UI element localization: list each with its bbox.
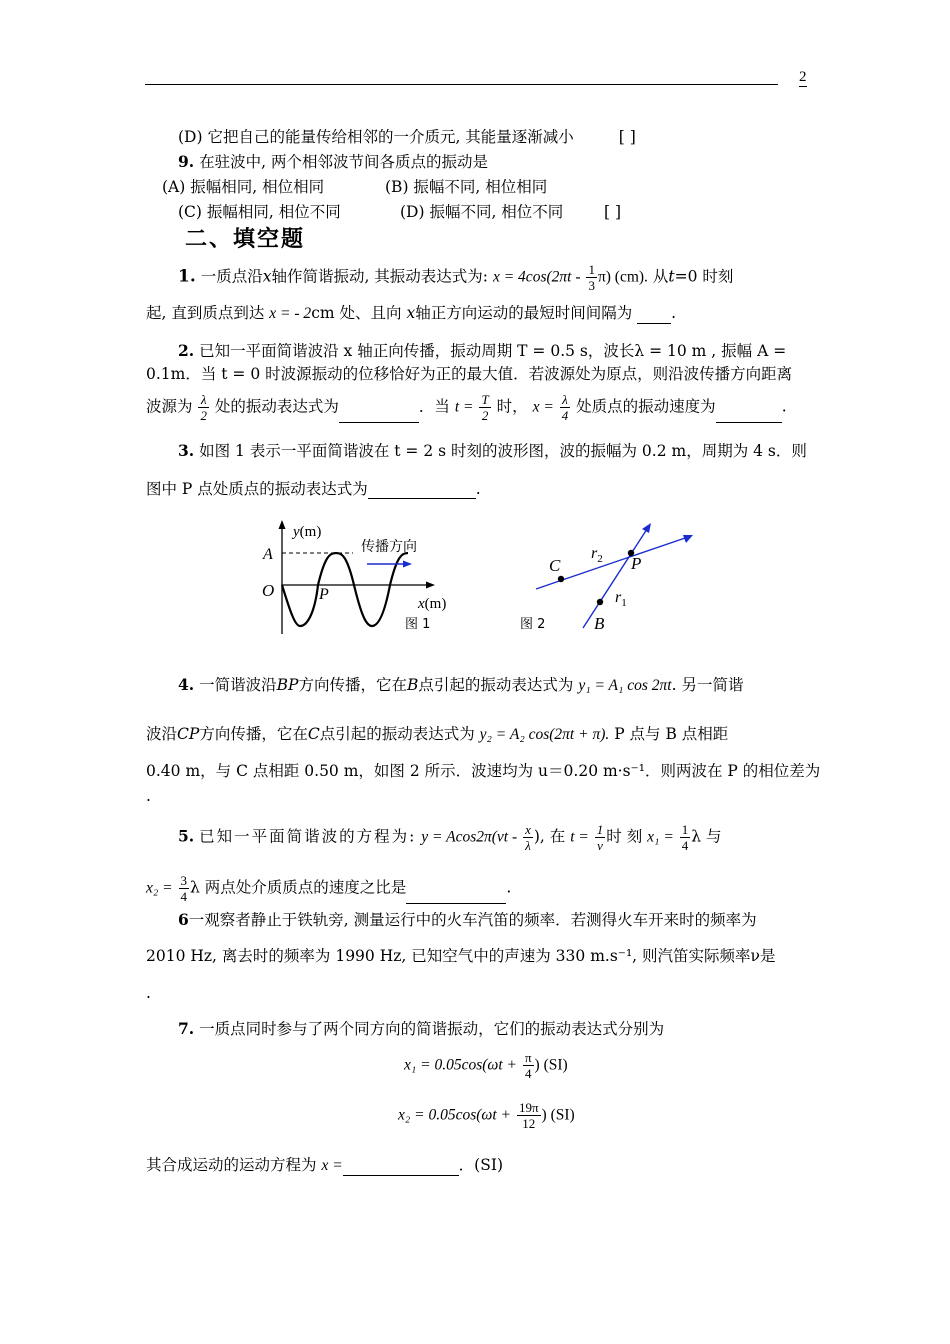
f4-text-b: 方向传播，它在 <box>298 676 407 694</box>
f4-text-a: 一简谐波沿 <box>199 676 277 694</box>
f1-position: x = - 2 <box>269 305 312 322</box>
q9-option-d: (D) 振幅不同, 相位不同 <box>400 203 564 221</box>
q9-option-b: (B) 振幅不同, 相位相同 <box>385 178 548 196</box>
f5-frac1-den: λ <box>525 838 531 853</box>
q9-stem <box>178 152 488 172</box>
f1-end: . <box>671 304 677 322</box>
f1-text-d: =0 时刻 <box>674 267 734 286</box>
f5-text-a: 已知一平面简谐波的方程为: <box>199 827 417 846</box>
f1-var-x: x <box>262 267 272 286</box>
f7-x2-frac <box>517 1100 541 1131</box>
f4-text-f: 方向传播，它在 <box>199 725 308 743</box>
f4-expr2: y₂ = A₂ cos(2πt + π). <box>479 726 610 743</box>
fig2-arrow-BP <box>642 523 651 533</box>
f6-number: 6 <box>178 910 189 929</box>
f5-frac3-num: 1 <box>681 822 689 837</box>
fig2-r1-sub: 1 <box>621 597 627 609</box>
f7-text-1: 一质点同时参与了两个同方向的简谐振动，它们的振动表达式分别为 <box>199 1020 665 1038</box>
fig2-caption: 图 2 <box>520 617 546 632</box>
fig1-label-O: O <box>262 581 275 600</box>
f1-line1 <box>178 262 733 293</box>
f3-number: 3. <box>178 441 195 460</box>
f4-line2 <box>146 724 728 745</box>
f7-x1-frac-den: 4 <box>524 1066 532 1081</box>
fig1-direction-label: 传播方向 <box>361 539 417 555</box>
f6-line1 <box>178 910 757 930</box>
fig1-x-label: x(m) <box>418 596 447 612</box>
f2-frac1-den: 2 <box>200 408 207 423</box>
f1-expr-left: x = 4cos(2πt - <box>492 268 581 286</box>
q9-stem-text: 在驻波中, 两个相邻波节间各质点的振动是 <box>199 153 488 171</box>
f5-end: . <box>506 878 512 897</box>
fig1-caption: 图 1 <box>405 617 431 632</box>
f1-text-b: 轴作简谐振动, 其振动表达式为: <box>271 267 489 286</box>
f4-BP: BP <box>276 676 299 694</box>
f7-x1-frac <box>523 1050 534 1081</box>
f7-eq-x2 <box>398 1100 575 1131</box>
f6-end: . <box>146 984 151 1002</box>
f7-final-line <box>146 1155 503 1176</box>
f5-text-e: λ 两点处介质质点的速度之比是 <box>190 878 407 897</box>
f2-end: . <box>781 397 787 416</box>
f1-text-e: 起, 直到质点到达 <box>146 304 265 322</box>
f2-frac2-den: 2 <box>481 408 489 423</box>
f1-frac-num: 1 <box>588 262 595 277</box>
f2-number: 2. <box>178 341 195 360</box>
f2-frac-T-half <box>479 392 490 423</box>
fig2-line-BP <box>583 526 649 628</box>
f5-line1 <box>178 822 721 853</box>
f5-x1: x₁ = <box>647 828 674 846</box>
f2-line2: 0.1m．当 t = 0 时波源振动的位移恰好为正的最大值．若波源处为原点，则沿波传播方向距离 <box>146 365 793 383</box>
f3-line2 <box>146 479 481 499</box>
f7-text-end-b: ．(SI) <box>458 1156 504 1174</box>
f5-answer-blank[interactable] <box>406 886 506 904</box>
fig2-point-C <box>558 576 564 582</box>
fig1-label-P: P <box>319 586 329 603</box>
fig1-direction-arrow-head <box>403 561 412 568</box>
fig2-arrow-CP <box>683 535 693 543</box>
fig2-r1-letter: r <box>615 589 622 606</box>
f5-text-c: 时 刻 <box>606 827 643 846</box>
f2-line1 <box>178 341 786 361</box>
page-number: 2 <box>799 69 807 85</box>
f3-line1 <box>178 441 807 461</box>
q9-option-a: (A) 振幅相同, 相位相同 <box>162 178 325 196</box>
f4-text-h: P 点与 B 点相距 <box>614 725 729 743</box>
fig1-y-label: y(m) <box>293 524 322 540</box>
f5-number: 5. <box>178 826 195 846</box>
f3-text-2: 图中 P 点处质点的振动表达式为 <box>146 480 368 498</box>
fig2-r2-sub: 2 <box>597 553 603 565</box>
f2-t-eq: t = <box>454 398 474 416</box>
f7-x1-right: ) (SI) <box>534 1056 568 1074</box>
f2-text-d: 时， <box>496 397 528 416</box>
fig2-r2-letter: r <box>591 545 598 562</box>
f5-expr: y = Acos2π(νt - <box>421 828 518 846</box>
f4-end: . <box>146 787 151 805</box>
f7-x1-left: x₁ = 0.05cos(ωt + <box>404 1056 518 1074</box>
f5-frac-1-4 <box>680 822 691 853</box>
fig1-x-arrow <box>426 582 435 589</box>
f4-text-g: 点引起的振动表达式为 <box>319 725 475 743</box>
f1-var-x2: x <box>406 304 416 322</box>
f4-B: B <box>406 676 419 694</box>
fig2-label-C: C <box>549 556 561 575</box>
f2-frac3-num: λ <box>560 392 571 408</box>
fig2-label-r2 <box>591 545 603 565</box>
f3-answer-blank[interactable] <box>368 481 476 499</box>
f5-frac2-den: ν <box>597 838 603 853</box>
option-d-line <box>178 127 636 147</box>
f4-expr1: y₁ = A₁ cos 2πt <box>578 677 672 694</box>
f1-answer-blank[interactable] <box>637 306 671 324</box>
f7-x2-frac-den: 12 <box>522 1116 536 1131</box>
f5-frac-x-lambda <box>523 822 533 853</box>
fig1-label-A: A <box>263 546 273 563</box>
f7-answer-blank[interactable] <box>343 1158 459 1176</box>
f5-x2: x₂ = <box>146 879 173 897</box>
f7-text-end-a: 其合成运动的运动方程为 <box>146 1156 317 1174</box>
f7-eq-x1 <box>404 1050 568 1081</box>
f4-text-e: 波沿 <box>146 725 178 743</box>
f1-fraction <box>586 262 597 293</box>
fig2-label-B: B <box>594 614 605 633</box>
section-title: 二、填空题 <box>185 227 306 252</box>
f2-x-eq: x = <box>532 398 554 416</box>
f4-line1 <box>178 675 743 696</box>
fig2-point-B <box>597 599 603 605</box>
f4-line3: 0.40 m，与 C 点相距 0.50 m，如图 2 所示．波速均为 u＝0.20 m·s⁻¹．则两波在 P 的相位差为 <box>146 762 821 780</box>
f2-text-a: 波源为 <box>146 397 193 416</box>
f2-frac3-den: 4 <box>561 408 569 423</box>
fig2-label-r1 <box>615 589 627 609</box>
f7-x2-right: ) (SI) <box>541 1106 575 1124</box>
f4-text-d: . 另一简谐 <box>671 676 744 694</box>
f2-frac2-num: T <box>481 392 489 407</box>
f4-text-c: 点引起的振动表达式为 <box>418 676 574 694</box>
f5-frac4-den: 4 <box>180 889 188 904</box>
f2-answer-blank-2[interactable] <box>716 405 782 423</box>
f2-frac-lambda-half <box>198 392 209 423</box>
f1-expr-right: π) (cm). <box>597 268 648 286</box>
f2-frac-lambda-quarter <box>560 392 571 423</box>
f7-x1-frac-num: π <box>524 1050 532 1065</box>
f5-frac-3-4 <box>179 873 190 904</box>
f2-line3 <box>146 392 787 423</box>
f1-text-f: cm 处、且向 <box>311 304 402 322</box>
f2-text-1: 已知一平面简谐波沿 x 轴正向传播，振动周期 T = 0.5 s，波长λ = 10 m , 振幅 A = <box>199 342 787 360</box>
f5-text-b: ), 在 <box>533 827 566 846</box>
f5-t-eq: t = <box>570 828 589 846</box>
f1-var-t: t <box>668 267 675 286</box>
f5-text-d: λ 与 <box>691 827 722 846</box>
f4-C: C <box>307 725 320 743</box>
figure-1-wave <box>255 516 455 636</box>
f1-line2 <box>146 303 676 324</box>
f1-text-c: 从 <box>652 267 669 286</box>
q9-option-c: (C) 振幅相同, 相位不同 <box>178 203 341 221</box>
f6-text-1: 一观察者静止于铁轨旁, 测量运行中的火车汽笛的频率．若测得火车开来时的频率为 <box>188 911 757 929</box>
f5-frac4-num: 3 <box>180 873 188 888</box>
f2-frac1-num: λ <box>198 392 209 408</box>
f3-end: . <box>475 480 481 498</box>
f4-CP: CP <box>177 725 200 743</box>
f1-number: 1. <box>178 266 196 287</box>
fig2-label-P: P <box>631 554 642 573</box>
q9-bracket: [ ] <box>604 203 622 221</box>
answer-bracket: [ ] <box>618 128 636 146</box>
f7-X: x = <box>321 1157 343 1174</box>
fig1-y-arrow <box>279 520 286 529</box>
f6-line2: 2010 Hz, 离去时的频率为 1990 Hz, 已知空气中的声速为 330 m.s⁻¹, 则汽笛实际频率ν是 <box>146 947 776 965</box>
f1-frac-den: 3 <box>588 278 595 293</box>
f5-frac1-num: x <box>525 822 531 837</box>
f2-text-b: 处的振动表达式为 <box>214 397 339 416</box>
f3-text-1: 如图 1 表示一平面简谐波在 t = 2 s 时刻的波形图，波的振幅为 0.2 m，周期为 4 s．则 <box>199 442 807 460</box>
f5-frac2-num: 1 <box>596 822 604 837</box>
f7-line1 <box>178 1019 664 1039</box>
f7-x2-left: x₂ = 0.05cos(ωt + <box>398 1106 512 1124</box>
f5-frac-1-nu <box>595 822 606 853</box>
f7-x2-frac-num: 19π <box>518 1100 539 1115</box>
f1-text-g: 轴正方向运动的最短时间间隔为 <box>415 304 633 322</box>
option-d-text: (D) 它把自己的能量传给相邻的一介质元, 其能量逐渐减小 <box>178 128 574 146</box>
f5-frac3-den: 4 <box>681 838 689 853</box>
q9-number: 9. <box>178 152 195 171</box>
header-rule <box>145 84 778 85</box>
f7-number: 7. <box>178 1019 195 1038</box>
f5-line2 <box>146 873 511 904</box>
f1-text-a: 一质点沿 <box>200 267 263 286</box>
f2-text-e: 处质点的振动速度为 <box>576 397 716 416</box>
figure-2-geometry <box>515 516 695 636</box>
f4-number: 4. <box>178 675 195 694</box>
f2-text-c: ．当 <box>418 397 450 416</box>
f2-answer-blank-1[interactable] <box>339 405 419 423</box>
